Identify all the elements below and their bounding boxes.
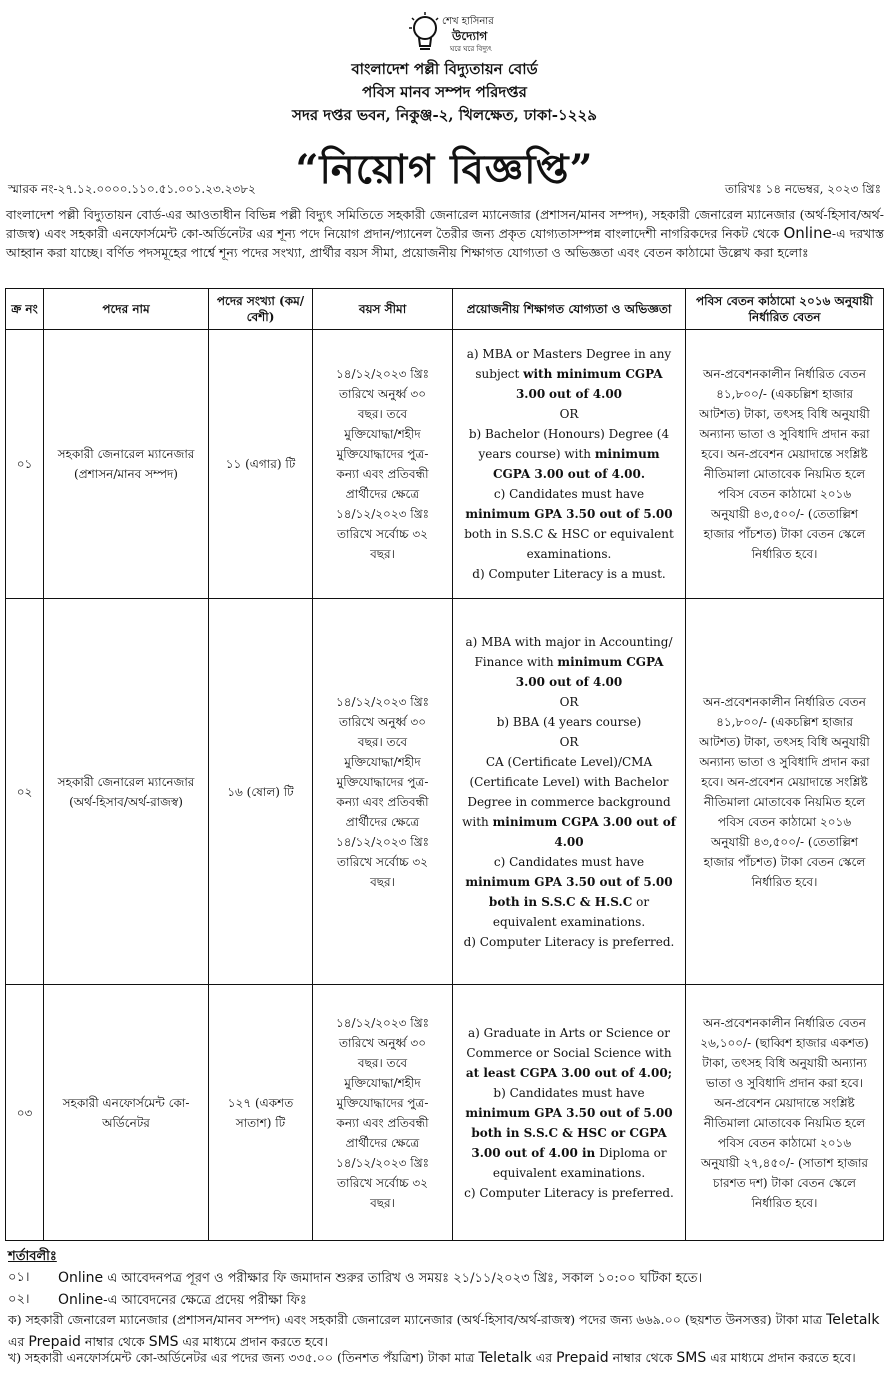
table-row <box>6 599 884 985</box>
cell-age: ১৪/১২/২০২৩ খ্রিঃ তারিখে অনুর্ধ্ব ৩০ বছর। তবে মুক্তিযোদ্ধা/শহীদ মুক্তিযোদ্ধাদের পুত্র-কন্যা এবং প্রতিবন্ধী প্রার্থীদের ক্ষেত্রে ১৪/১২/২০২৩ খ্রিঃ তারিখে সর্বোচ্চ ৩২ বছর। <box>313 330 453 599</box>
qual-b1: b) Candidates must have <box>493 1085 645 1100</box>
cell-pay: অন-প্রবেশনকালীন নির্ধারিত বেতন ৪১,৮০০/- (একচল্লিশ হাজার আটশত) টাকা, তৎসহ বিধি অনুযায়ী অন্যান্য ভাতা ও সুবিধাদি প্রদান করা হবে। অন-প্রবেশন মেয়াদান্তে সংশ্লিষ্ট নীতিমালা মোতাবেক নিয়মিত হলে পবিস বেতন কাঠামো ২০১৬ অনুযায়ী ৪৩,৫০০/- (তেতাল্লিশ হাজার পাঁচশত) টাকা বেতন স্কেলে নির্ধারিত হবে। <box>686 330 884 599</box>
ka-number-from: নাম্বার থেকে <box>84 1334 145 1349</box>
qual-d: d) Computer Literacy is preferred. <box>463 934 675 949</box>
ka-end: এর মাধ্যমে প্রদান করতে হবে। <box>182 1334 329 1349</box>
cell-sl: ০৩ <box>6 985 44 1241</box>
vacancy-table <box>5 288 884 1241</box>
cell-count: ১১ (এগার) টি <box>209 330 313 599</box>
kha-er: এর <box>535 1350 553 1365</box>
cell-pay: অন-প্রবেশনকালীন নির্ধারিত বেতন ৪১,৮০০/- (একচল্লিশ হাজার আটশত) টাকা, তৎসহ বিধি অনুযায়ী অন্যান্য ভাতা ও সুবিধাদি প্রদান করা হবে। অন-প্রবেশন মেয়াদান্তে সংশ্লিষ্ট নীতিমালা মোতাবেক নিয়মিত হলে পবিস বেতন কাঠামো ২০১৬ অনুযায়ী ৪৩,৫০০/- (তেতাল্লিশ হাজার পাঁচশত) টাকা বেতন স্কেলে নির্ধারিত হবে। <box>686 599 884 985</box>
ka-text: ক) সহকারী জেনারেল ম্যানেজার (প্রশাসন/মানব সম্পদ) এবং সহকারী জেনারেল ম্যানেজার (অর্থ-হিসাব/অর্থ-রাজস্ব) পদের জন্য ৬৬৯.০০ (ছয়শত উনসত্তর) টাকা মাত্র <box>8 1312 823 1327</box>
qual-a2: with minimum CGPA 3.00 <box>515 367 663 401</box>
condition-2-number: ০২। <box>8 1292 30 1307</box>
qual-c3: both in S.S.C & HSC or equivalent examinations. <box>464 527 674 561</box>
qual-a1: a) MBA with major in Accounting/ Finance with <box>465 634 673 669</box>
qual-a1: a) MBA or Masters Degree in any subject <box>466 347 672 381</box>
cell-pay: অন-প্রবেশনকালীন নির্ধারিত বেতন ২৬,১০০/- (ছাব্বিশ হাজার একশত) টাকা, তৎসহ বিধি অনুযায়ী অন্যান্য ভাতা ও সুবিধাদি প্রদান করা হবে। অন-প্রবেশন মেয়াদান্তে সংশ্লিষ্ট নীতিমালা মোতাবেক নিয়মিত হলে পবিস বেতন কাঠামো ২০১৬ অনুযায়ী ২৭,৪৫০/- (সাতাশ হাজার চারশত দশ) টাকা বেতন স্কেলে নির্ধারিত হবে। <box>686 985 884 1241</box>
condition-1-text: এ আবেদনপত্র পূরণ ও পরীক্ষার ফি জমাদান শুরুর তারিখ ও সময়ঃ ২১/১১/২০২৩ খ্রিঃ, সকাল ১০:০০ ঘটিকা হতে। <box>107 1271 703 1286</box>
intro-part-1: বাংলাদেশ পল্লী বিদ্যুতায়ন বোর্ড-এর আওতাধীন বিভিন্ন পল্লী বিদ্যুৎ সমিতিতে সহকারী জেনারেল ম্যানেজার (প্রশাসন/মানব সম্পদ), সহকারী জেনারেল ম্যানেজার (অর্থ-হিসাব/অর্থ-রাজস্ব) এবং সহকারী এনফোর্সমেন্ট কো-অর্ডিনেটর এর শূন্য পদে নিয়োগ প্রদান/প্যানেল তৈরীর জন্য প্রকৃত যোগ্যতাসম্পন্ন বাংলাদেশী নাগরিকদের নিকট থেকে <box>6 207 884 241</box>
condition-2-kha <box>8 1347 880 1369</box>
cell-post: সহকারী এনফোর্সমেন্ট কো-অর্ডিনেটর <box>44 985 209 1241</box>
qual-b2: minimum CGPA 3.00 out of 4.00. <box>492 447 660 481</box>
ka-teletalk: Teletalk <box>826 1312 880 1328</box>
logo <box>408 10 518 54</box>
header-pay: পবিস বেতন কাঠামো ২০১৬ অনুযায়ী নির্ধারিত বেতন <box>686 289 884 330</box>
ka-er: এর <box>8 1334 25 1349</box>
qual-c2: minimum GPA 3.50 out of 5.00 both in S.S.C & H.S.C <box>465 874 673 909</box>
intro-part-2: -এ দরখাস্ত আহ্বান করা যাচ্ছে। বর্ণিত পদসমূহের পার্শ্বে শূন্য পদের সংখ্যা, প্রার্থীর বয়স সীমা, প্রয়োজনীয় শিক্ষাগত যোগ্যতা ও অভিজ্ঞতা এবং বেতন কাঠামো উল্লেখ করা হলোঃ <box>6 226 884 260</box>
page-title: “নিয়োগ বিজ্ঞপ্তি” <box>295 146 594 193</box>
kha-sms: SMS <box>676 1350 707 1366</box>
table-row <box>6 330 884 599</box>
cell-qualification <box>453 985 686 1241</box>
condition-2-online: Online <box>58 1292 104 1308</box>
cell-qualification <box>453 330 686 599</box>
qual-a3: out of 4.00 <box>549 387 623 401</box>
qual-ca2: minimum CGPA 3.00 out of 4.00 <box>492 814 676 849</box>
header-age: বয়স সীমা <box>313 289 453 330</box>
condition-1-number: ০১। <box>8 1270 30 1285</box>
qual-c3: or equivalent examinations. <box>492 894 650 929</box>
qual-a2: minimum CGPA 3.00 out of 4.00 <box>515 654 664 689</box>
qual-a2: at least CGPA 3.00 out of 4.00; <box>465 1065 673 1080</box>
qual-or: OR <box>559 694 579 709</box>
ka-sms: SMS <box>148 1334 179 1350</box>
intro-online: Online <box>783 224 832 242</box>
condition-1-online: Online <box>58 1270 104 1286</box>
qual-a1: a) Graduate in Arts or Science or Commerce or Social Science with <box>466 1025 672 1060</box>
kha-number-from: নাম্বার থেকে <box>612 1350 673 1365</box>
header-post: পদের নাম <box>44 289 209 330</box>
memo-number: স্মারক নং-২৭.১২.০০০০.১১০.৫১.০০১.২৩.২৩৮২ <box>8 182 256 196</box>
intro-paragraph <box>6 205 884 262</box>
kha-text: খ) সহকারী এনফোর্সমেন্ট কো-অর্ডিনেটর এর পদের জন্য ৩৩৫.০০ (তিনশত পঁয়ত্রিশ) টাকা মাত্র <box>8 1350 475 1365</box>
cell-qualification <box>453 599 686 985</box>
cell-post: সহকারী জেনারেল ম্যানেজার (অর্থ-হিসাব/অর্থ-রাজস্ব) <box>44 599 209 985</box>
notice-date: তারিখঃ ১৪ নভেম্বর, ২০২৩ খ্রিঃ <box>724 182 881 196</box>
logo-line-2: উদ্যোগ <box>452 29 488 43</box>
kha-end: এর মাধ্যমে প্রদান করতে হবে। <box>710 1350 856 1365</box>
cell-count: ১২৭ (একশত সাতাশ) টি <box>209 985 313 1241</box>
header-qualification: প্রয়োজনীয় শিক্ষাগত যোগ্যতা ও অভিজ্ঞতা <box>453 289 686 330</box>
qual-ca1: CA (Certificate Level)/CMA (Certificate Level) with Bachelor Degree in commerce background with <box>462 754 671 829</box>
qual-b1: b) BBA (4 years course) <box>496 714 642 729</box>
org-name: বাংলাদেশ পল্লী বিদ্যুতায়ন বোর্ড <box>351 60 538 78</box>
qual-or-2: OR <box>559 734 579 749</box>
conditions-title: শর্তাবলীঃ <box>8 1249 57 1264</box>
kha-teletalk: Teletalk <box>478 1350 532 1366</box>
condition-2-text: -এ আবেদনের ক্ষেত্রে প্রদেয় পরীক্ষা ফিঃ <box>103 1293 307 1308</box>
cell-age: ১৪/১২/২০২৩ খ্রিঃ তারিখে অনুর্ধ্ব ৩০ বছর। তবে মুক্তিযোদ্ধা/শহীদ মুক্তিযোদ্ধাদের পুত্র-কন্যা এবং প্রতিবন্ধী প্রার্থীদের ক্ষেত্রে ১৪/১২/২০২৩ খ্রিঃ তারিখে সর্বোচ্চ ৩২ বছর। <box>313 985 453 1241</box>
cell-post: সহকারী জেনারেল ম্যানেজার (প্রশাসন/মানব সম্পদ) <box>44 330 209 599</box>
qual-b3: Diploma or equivalent examinations. <box>492 1145 667 1180</box>
cell-count: ১৬ (ষোল) টি <box>209 599 313 985</box>
org-address: সদর দপ্তর ভবন, নিকুঞ্জ-২, খিলক্ষেত, ঢাকা-১২২৯ <box>292 106 597 124</box>
header-sl: ক্র নং <box>6 289 44 330</box>
cell-sl: ০১ <box>6 330 44 599</box>
table-row <box>6 985 884 1241</box>
qual-b2: minimum GPA 3.50 out of 5.00 both in S.S.C & HSC or CGPA 3.00 out of 4.00 in <box>465 1105 673 1160</box>
qual-c1: c) Candidates must have <box>493 487 645 501</box>
qual-c1: c) Candidates must have <box>493 854 645 869</box>
logo-line-3: ঘরে ঘরে বিদ্যুৎ <box>450 45 492 53</box>
qual-or: OR <box>559 407 579 421</box>
bulb-icon <box>408 10 444 54</box>
header-count: পদের সংখ্যা (কম/বেশী) <box>209 289 313 330</box>
qual-c: c) Computer Literacy is preferred. <box>464 1185 674 1200</box>
qual-c2: minimum GPA 3.50 out of 5.00 <box>465 507 673 521</box>
table-header-row <box>6 289 884 330</box>
qual-b1: b) Bachelor (Honours) Degree (4 years course) with <box>468 427 670 461</box>
department-name: পবিস মানব সম্পদ পরিদপ্তর <box>362 83 527 101</box>
qual-d: d) Computer Literacy is a must. <box>472 567 666 581</box>
logo-line-1: শেখ হাসিনার <box>442 16 494 27</box>
kha-prepaid: Prepaid <box>556 1350 609 1366</box>
cell-sl: ০২ <box>6 599 44 985</box>
ka-prepaid: Prepaid <box>28 1334 81 1350</box>
cell-age: ১৪/১২/২০২৩ খ্রিঃ তারিখে অনুর্ধ্ব ৩০ বছর। তবে মুক্তিযোদ্ধা/শহীদ মুক্তিযোদ্ধাদের পুত্র-কন্যা এবং প্রতিবন্ধী প্রার্থীদের ক্ষেত্রে ১৪/১২/২০২৩ খ্রিঃ তারিখে সর্বোচ্চ ৩২ বছর। <box>313 599 453 985</box>
